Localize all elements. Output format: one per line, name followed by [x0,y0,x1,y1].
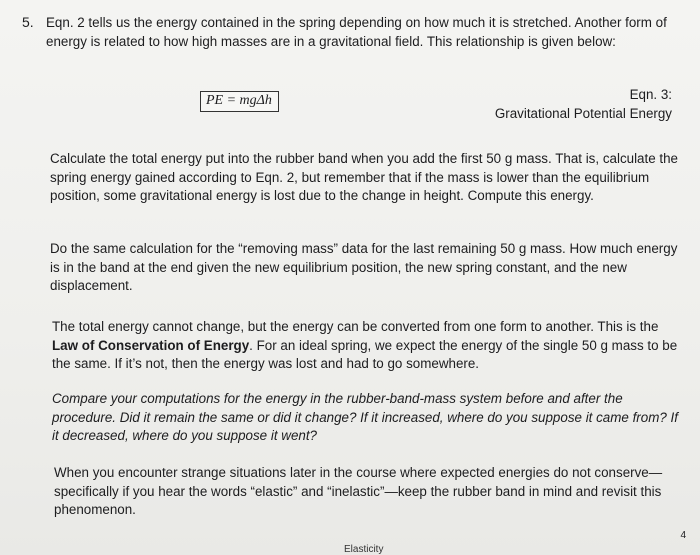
question-number: 5. [22,14,34,30]
footer-title: Elasticity [344,544,384,555]
page-number: 4 [680,530,686,541]
equation-label-title: Gravitational Potential Energy [494,105,672,121]
conservation-text-start: The total energy cannot change, but the energy can be converted from one form to another. This is the [52,319,659,334]
equation-label-number: Eqn. 3: [629,87,672,102]
strange-situations-paragraph: When you encounter strange situations later in the course where expected energies do not conserve—specifically if you hear the words “elastic” and “inelastic”—keep the rubber band in mind and revisit this phenomenon. [54,465,663,517]
intro-paragraph: Eqn. 2 tells us the energy contained in the spring depending on how much it is stretched. Another form of energy is related to how high masses are in a gravitational field. This relationship is given below: [46,15,667,49]
same-calculation-paragraph: Do the same calculation for the “removing mass” data for the last remaining 50 g mass. How much energy is in the band at the end given the new equilibrium position, the new spring constant, and the new displacement. [50,241,678,293]
conservation-paragraph [52,318,684,374]
equation-box: PE = mgΔh [200,91,279,112]
conservation-text-end: . For an ideal spring, we expect the energy of the single 50 g mass to be the same. If it’s not, then the energy was lost and had to go somewhere. [52,337,678,371]
law-name: Law of Conservation of Energy [52,337,250,353]
compare-paragraph: Compare your computations for the energy in the rubber-band-mass system before and after the procedure. Did it remain the same or did it change? If it increased, where do you suppose it came from? If it decreased, where do you suppose it went? [52,391,678,443]
equation-label [495,86,672,123]
calculate-paragraph: Calculate the total energy put into the rubber band when you add the first 50 g mass. That is, calculate the spring energy gained according to Eqn. 2, but remember that if the mass is lower than the equilibrium position, some gravitational energy is lost due to the change in height. Compute this energy. [50,151,679,203]
